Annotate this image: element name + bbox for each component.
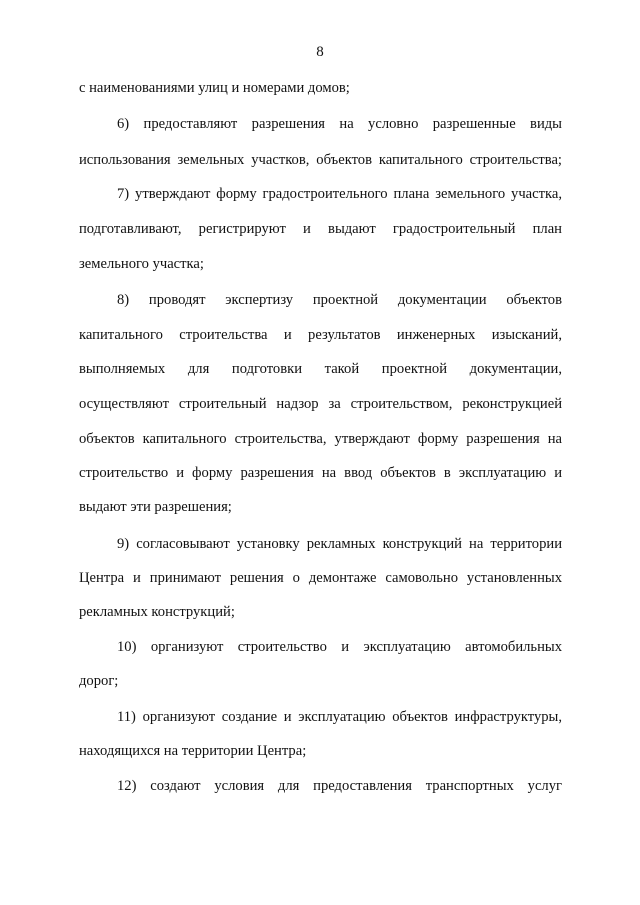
text-line: капитального строительства и результатов инженерных изысканий, (79, 327, 562, 343)
text-line: 8) проводят экспертизу проектной документации объектов (117, 292, 562, 308)
text-line: 6) предоставляют разрешения на условно разрешенные виды (117, 116, 562, 132)
text-line: строительство и форму разрешения на ввод объектов в эксплуатацию и (79, 465, 562, 481)
text-line: рекламных конструкций; (79, 604, 235, 620)
text-line: 7) утверждают форму градостроительного плана земельного участка, (117, 186, 562, 202)
text-line: Центра и принимают решения о демонтаже самовольно установленных (79, 570, 562, 586)
text-line: с наименованиями улиц и номерами домов; (79, 80, 350, 96)
text-line: объектов капитального строительства, утверждают форму разрешения на (79, 431, 562, 447)
text-line: использования земельных участков, объектов капитального строительства; (79, 152, 562, 168)
text-line: 9) согласовывают установку рекламных конструкций на территории (117, 536, 562, 552)
text-line: выдают эти разрешения; (79, 499, 232, 515)
text-line: дорог; (79, 673, 119, 689)
page-number: 8 (316, 44, 324, 60)
text-line: выполняемых для подготовки такой проектной документации, (79, 361, 562, 377)
text-line: 11) организуют создание и эксплуатацию объектов инфраструктуры, (117, 709, 562, 725)
text-line: 10) организуют строительство и эксплуатацию автомобильных (117, 639, 562, 655)
text-line: находящихся на территории Центра; (79, 743, 307, 759)
text-line: подготавливают, регистрируют и выдают градостроительный план (79, 221, 562, 237)
text-line: земельного участка; (79, 256, 204, 272)
text-line: осуществляют строительный надзор за строительством, реконструкцией (79, 396, 562, 412)
text-line: 12) создают условия для предоставления транспортных услуг (117, 778, 562, 794)
